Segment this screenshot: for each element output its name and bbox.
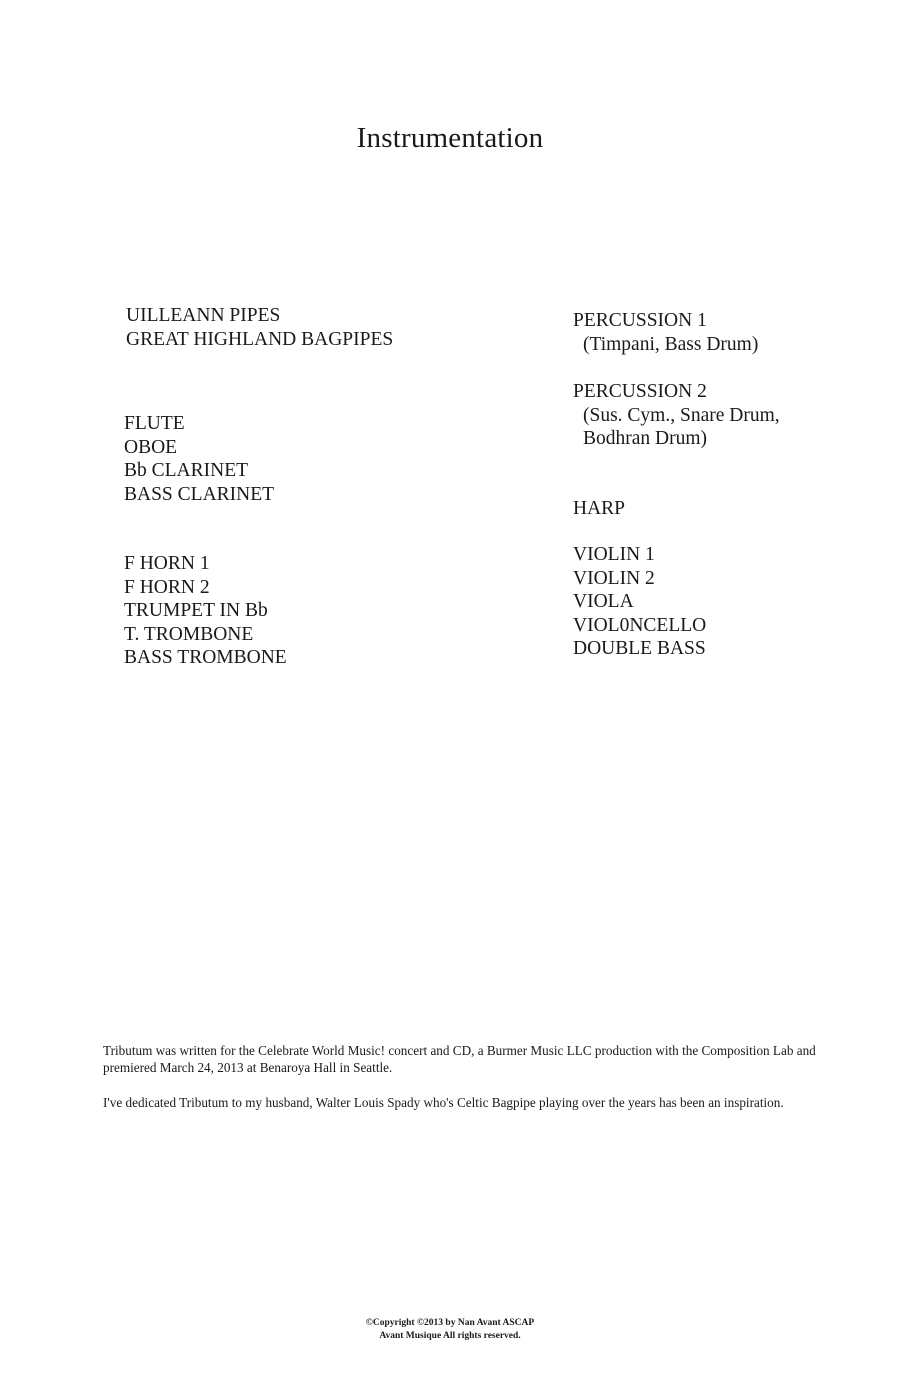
instrument-item: TRUMPET IN Bb [124,600,268,621]
dedication-note: I've dedicated Tributum to my husband, Walter Louis Spady who's Celtic Bagpipe playing over the years has been an inspiration. [103,1095,784,1110]
instrument-item: GREAT HIGHLAND BAGPIPES [126,328,394,350]
strings-group [573,543,706,661]
percussion-2-group [573,380,780,451]
instrument-item: DOUBLE BASS [573,638,706,659]
percussion-1-group [573,309,758,356]
copyright-line: Avant Musique All rights reserved. [379,1331,521,1341]
instrument-item: F HORN 2 [124,576,210,598]
instrument-detail: (Timpani, Bass Drum) [583,333,759,355]
instrument-item: UILLEANN PIPES [126,305,281,326]
copyright-line: ©Copyright ©2013 by Nan Avant ASCAP [365,1318,535,1328]
premiere-note: Tributum was written for the Celebrate World Music! concert and CD, a Burmer Music LLC production with the Composition Lab and premiered March 24, 2013 at Benaroya Hall in Seattle. [103,1043,816,1075]
brass-group [124,552,287,670]
instrument-item: Bb CLARINET [124,460,249,481]
instrument-item: OBOE [124,436,178,458]
instrument-item: HARP [573,498,626,519]
page-title: Instrumentation [356,122,544,154]
instrument-item: FLUTE [124,413,185,434]
instrument-item: PERCUSSION 1 [573,310,707,331]
instrument-item: F HORN 1 [124,553,210,574]
instrument-detail: (Sus. Cym., Snare Drum, [583,404,780,426]
instrument-detail: Bodhran Drum) [583,428,708,449]
instrument-item: VIOLA [573,591,634,612]
instrument-item: BASS TROMBONE [124,647,287,668]
harp-group [573,497,625,521]
instrument-item: BASS CLARINET [124,483,275,505]
instrument-item: VIOLIN 2 [573,567,655,589]
pipes-group [126,304,393,351]
woodwinds-group [124,412,274,506]
instrument-item: T. TROMBONE [124,623,254,645]
instrument-item: PERCUSSION 2 [573,381,707,402]
copyright-notice [0,1317,900,1343]
instrument-item: VIOLIN 1 [573,544,655,565]
instrument-item: VIOL0NCELLO [573,614,707,636]
